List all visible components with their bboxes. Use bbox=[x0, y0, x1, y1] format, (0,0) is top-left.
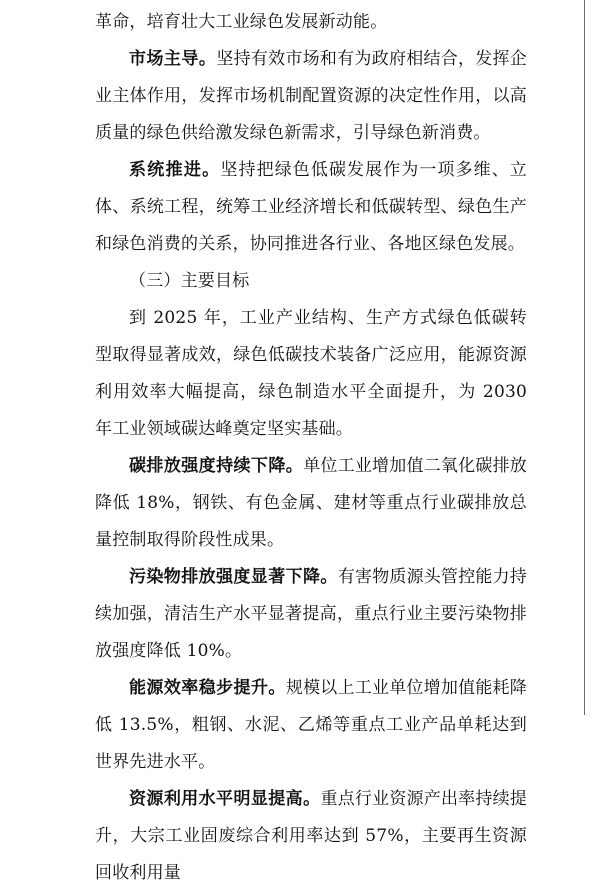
paragraph-lead: 系统推进。 bbox=[129, 160, 221, 180]
page-edge-divider bbox=[584, 0, 585, 715]
paragraph-lead: 能源效率稳步提升。 bbox=[129, 678, 286, 698]
paragraph-text: 到 2025 年，工业产业结构、生产方式绿色低碳转型取得显著成效，绿色低碳技术装备广泛应用，能源资源利用效率大幅提高，绿色制造水平全面提升，为 2030 年工业领域碳达峰奠定坚实基础。 bbox=[95, 308, 527, 439]
paragraph-lead: 资源利用水平明显提高。 bbox=[129, 789, 321, 809]
paragraph-systematic-advance bbox=[95, 152, 527, 263]
paragraph-lead: 污染物排放强度显著下降。 bbox=[129, 567, 338, 587]
paragraph-text: 规模以上工业单位增加值能耗降低 13.5%，粗钢、水泥、乙烯等重点工业产品单耗达到世界先进水平。 bbox=[95, 678, 527, 772]
paragraph-text: 坚持把绿色低碳发展作为一项多维、立体、系统工程，统筹工业经济增长和低碳转型、绿色生产和绿色消费的关系，协同推进各行业、各地区绿色发展。 bbox=[95, 160, 528, 254]
paragraph-text: 重点行业资源产出率持续提升，大宗工业固废综合利用率达到 57%，主要再生资源回收利用量 bbox=[95, 789, 527, 883]
paragraph-lead: 碳排放强度持续下降。 bbox=[129, 456, 304, 476]
paragraph-2025-targets bbox=[95, 300, 527, 448]
section-heading-text: （三）主要目标 bbox=[129, 271, 250, 291]
section-heading bbox=[95, 263, 527, 300]
paragraph-text: 坚持有效市场和有为政府相结合，发挥企业主体作用，发挥市场机制配置资源的决定性作用，以高质量的绿色供给激发绿色新需求，引导绿色新消费。 bbox=[95, 49, 528, 143]
paragraph-lead: 市场主导。 bbox=[129, 49, 217, 69]
paragraph-text: 有害物质源头管控能力持续加强，清洁生产水平显著提高，重点行业主要污染物排放强度降低 10%。 bbox=[95, 567, 528, 661]
paragraph-continuation bbox=[95, 4, 527, 41]
paragraph-text: 革命，培育壮大工业绿色发展新动能。 bbox=[95, 12, 388, 32]
paragraph-pollutant-intensity bbox=[95, 559, 527, 670]
paragraph-market-led bbox=[95, 41, 527, 152]
paragraph-energy-efficiency bbox=[95, 670, 527, 781]
paragraph-carbon-intensity bbox=[95, 448, 527, 559]
paragraph-resource-utilization bbox=[95, 781, 527, 892]
document-body bbox=[95, 0, 527, 892]
paragraph-text: 单位工业增加值二氧化碳排放降低 18%，钢铁、有色金属、建材等重点行业碳排放总量控制取得阶段性成果。 bbox=[95, 456, 528, 550]
